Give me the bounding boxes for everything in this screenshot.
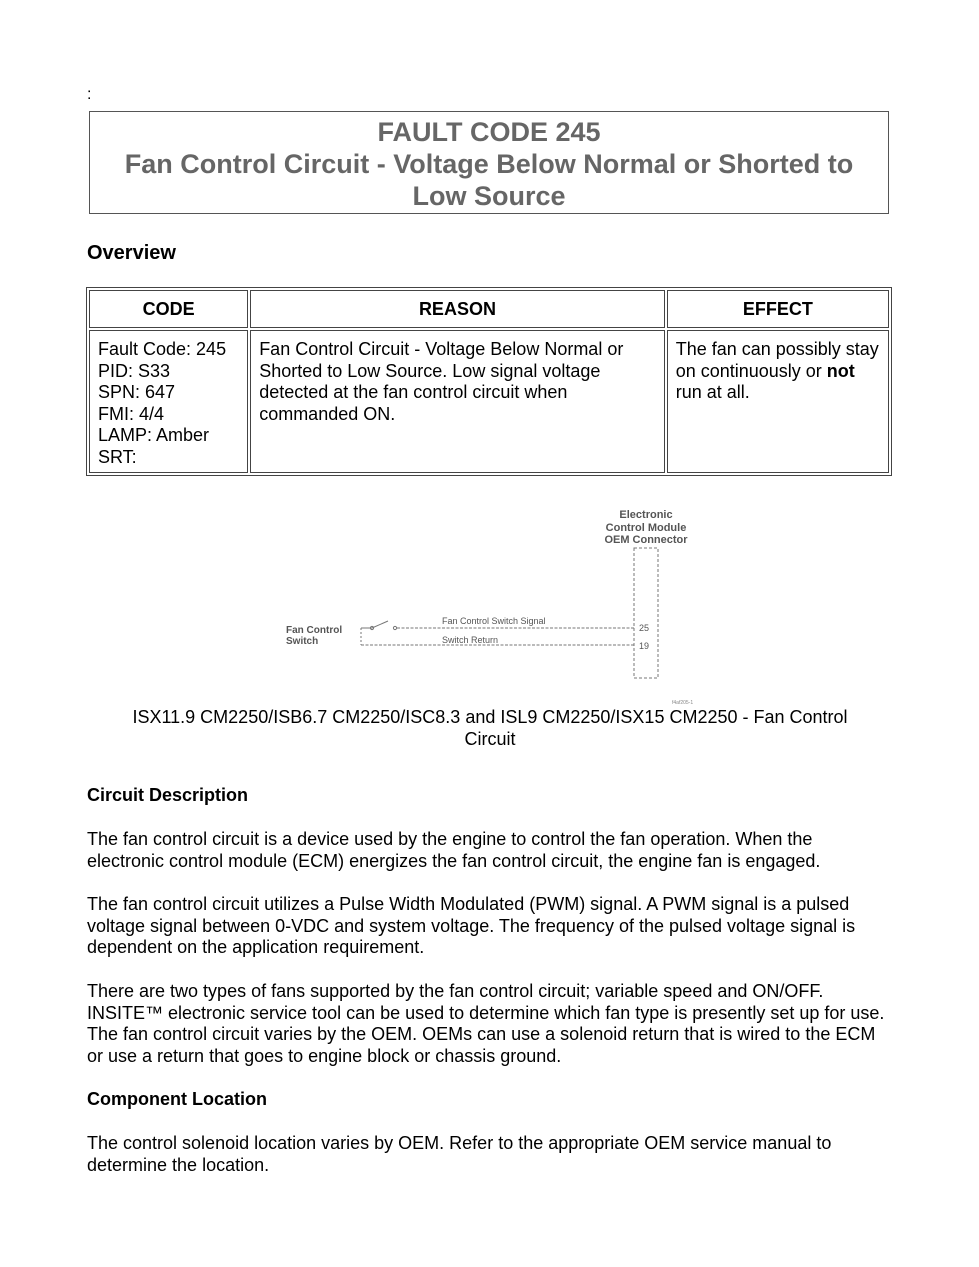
code-cell	[89, 330, 248, 473]
fan-control-circuit-diagram	[260, 500, 720, 710]
module-label-line1: Electronic	[619, 509, 673, 521]
header-code: CODE	[89, 290, 248, 328]
header-effect: EFFECT	[667, 290, 889, 328]
signal-wire-label: Fan Control Switch Signal	[442, 616, 546, 626]
effect-cell	[667, 330, 889, 473]
pin-signal-label: 25	[639, 623, 650, 633]
circuit-description-paragraph-2: The fan control circuit utilizes a Pulse Width Modulated (PWM) signal. A PWM signal is a pulsed voltage signal between 0-VDC and system voltage. The frequency of the pulsed voltage signal is dependent on the application requirement.	[87, 894, 856, 957]
effect-text-pre: The fan can possibly stay on continuously or	[675, 339, 879, 381]
module-label-line2: Control Module	[605, 522, 687, 534]
effect-text-bold: not	[826, 360, 855, 381]
table-header-row	[89, 290, 889, 328]
code-line: LAMP: Amber	[98, 425, 210, 445]
return-wire-label: Switch Return	[442, 635, 499, 645]
circuit-description-paragraph-1: The fan control circuit is a device used by the engine to control the fan operation. When the electronic control module (ECM) energizes the fan control circuit, the engine fan is engaged.	[87, 829, 821, 871]
code-line: SRT:	[98, 446, 137, 467]
fault-title-box	[89, 111, 889, 214]
component-location-heading: Component Location	[87, 1089, 267, 1109]
leading-colon: :	[87, 86, 92, 103]
component-location-paragraph: The control solenoid location varies by OEM. Refer to the appropriate OEM service manual to determine the location.	[87, 1133, 832, 1175]
code-line: SPN: 647	[98, 382, 176, 402]
effect-text-post: run at all.	[675, 382, 750, 402]
ecm-connector-outline	[634, 548, 658, 678]
switch-label-line1: Fan Control	[286, 625, 343, 636]
fault-description-line1: Fan Control Circuit - Voltage Below Normal or Shorted to	[124, 149, 854, 179]
figure-id-label: f4af205-1	[672, 700, 694, 706]
header-reason: REASON	[250, 290, 665, 328]
fault-code-table	[86, 287, 892, 476]
module-label-line3: OEM Connector	[604, 534, 688, 546]
code-line: PID: S33	[98, 360, 171, 381]
figure-caption: ISX11.9 CM2250/ISB6.7 CM2250/ISC8.3 and ISL9 CM2250/ISX15 CM2250 - Fan Control Circuit	[132, 707, 848, 749]
switch-label-line2: Switch	[286, 636, 319, 647]
switch-blade	[372, 621, 388, 628]
reason-cell: Fan Control Circuit - Voltage Below Normal or Shorted to Low Source. Low signal voltage detected at the fan control circuit when commanded ON.	[250, 330, 665, 473]
pin-return-label: 19	[639, 641, 650, 651]
fault-code-title: FAULT CODE 245	[377, 117, 601, 147]
fault-description-line2: Low Source	[412, 181, 566, 211]
table-row	[89, 330, 889, 473]
circuit-description-heading: Circuit Description	[87, 785, 249, 805]
switch-contact-right	[393, 626, 396, 629]
overview-heading: Overview	[87, 242, 176, 264]
code-line: FMI: 4/4	[98, 403, 165, 424]
circuit-description-paragraph-3: There are two types of fans supported by the fan control circuit; variable speed and ON/OFF. INSITE™ electronic service tool can be used to determine which fan type is presently set up for use. The fan control circuit varies by the OEM. OEMs can use a solenoid return that is wired to the ECM or use a return that goes to engine block or chassis ground.	[87, 981, 885, 1066]
code-line: Fault Code: 245	[98, 339, 227, 359]
